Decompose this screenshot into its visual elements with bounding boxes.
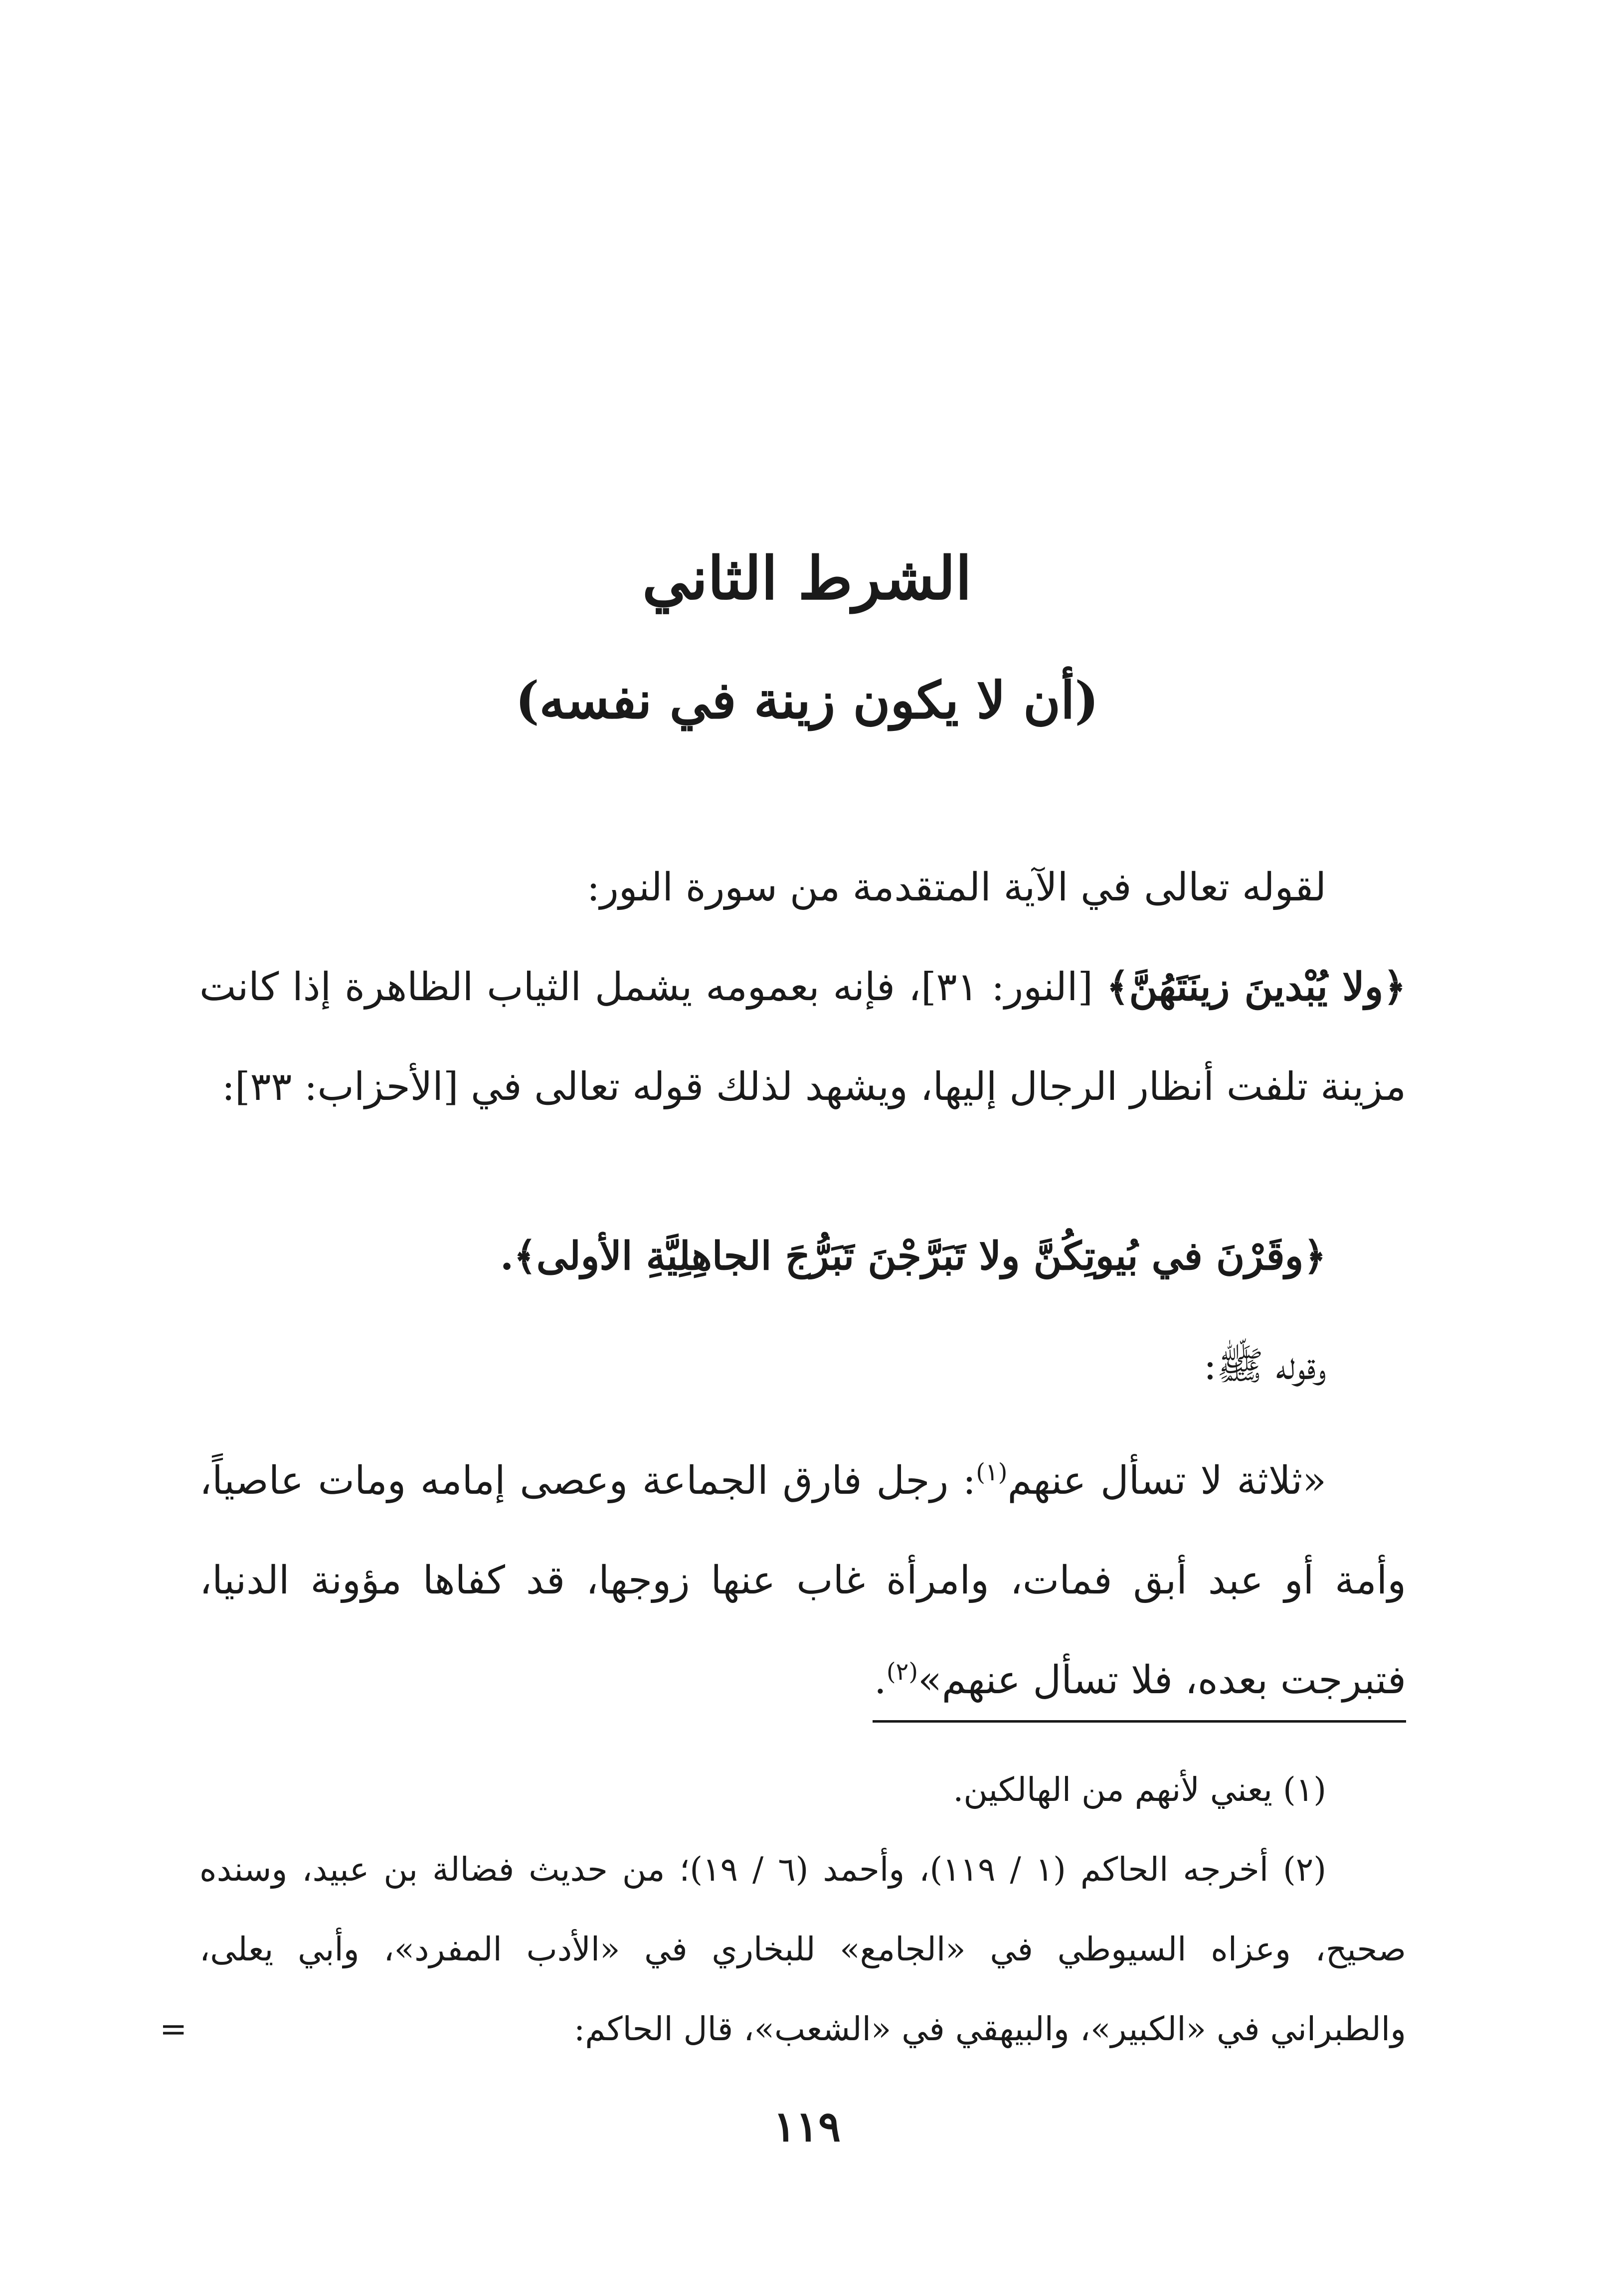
hadith-part-1: «ثلاثة لا تسأل عنهم (1007, 1458, 1326, 1503)
hadith-paragraph (199, 1431, 1406, 1730)
saying-line (199, 1316, 1406, 1416)
ayah-paragraph-text (199, 937, 1406, 1137)
verse-commentary: ، فإنه بعمومه يشمل الثياب الظاهرة إذا كانت مزينة تلفت أنظار الرجال إليها، ويشهد لذلك قوله تعالى في [الأحزاب: ٣٣]: (199, 965, 1406, 1109)
page-number: ١١٩ (773, 2102, 841, 2151)
saying-intro: وقوله ﷺ: (1203, 1344, 1326, 1389)
ayah-line (199, 1207, 1406, 1306)
footnote-marker-1[interactable]: (١) (976, 1458, 1008, 1486)
verse-reference: [النور: ٣١] (921, 965, 1093, 1010)
ayah-paragraph (199, 937, 1406, 1137)
continuation-mark: = (160, 2010, 187, 2048)
footnote-separator (873, 1720, 1406, 1723)
footnote-marker-2[interactable]: (٢) (886, 1658, 918, 1686)
footnote-2: (٢) أخرجه الحاكم (١ / ١١٩)، وأحمد (٦ / ١٩)؛ من حديث فضالة بن عبيد، وسنده صحيح، وعزاه السيوطي في «الجامع» للبخاري في «الأدب المفرد»، وأبي يعلى، والطبراني في «الكبير»، والبيهقي في «الشعب»، قال الحاكم: (199, 1850, 1406, 2048)
footnotes (199, 1750, 1406, 2069)
section-title: الشرط الثاني (642, 543, 972, 613)
quran-verse-nur: ﴿ولا يُبْدينَ زينَتَهُنَّ﴾ (1106, 964, 1406, 1010)
footnote-1: (١) يعني لأنهم من الهالكين. (953, 1770, 1326, 1809)
hadith-text (199, 1431, 1406, 1730)
hadith-end: . (874, 1658, 887, 1703)
intro-paragraph (199, 838, 1406, 937)
hadith-part-2: : رجل فارق الجماعة وعصى إمامه ومات عاصياً، وأمة أو عبد أبق فمات، وامرأة غاب عنها زوجها، قد كفاها مؤونة الدنيا، فتبرجت بعده، فلا تسأل عنهم» (199, 1458, 1406, 1703)
quran-verse-ahzab: ﴿وقَرْنَ في بُيوتِكُنَّ ولا تَبَرَّجْنَ تَبَرُّجَ الجاهِلِيَّةِ الأولى﴾. (500, 1234, 1326, 1279)
section-subtitle: (أن لا يكون زينة في نفسه) (515, 671, 1099, 730)
intro-text: لقوله تعالى في الآية المتقدمة من سورة النور: (586, 865, 1326, 910)
